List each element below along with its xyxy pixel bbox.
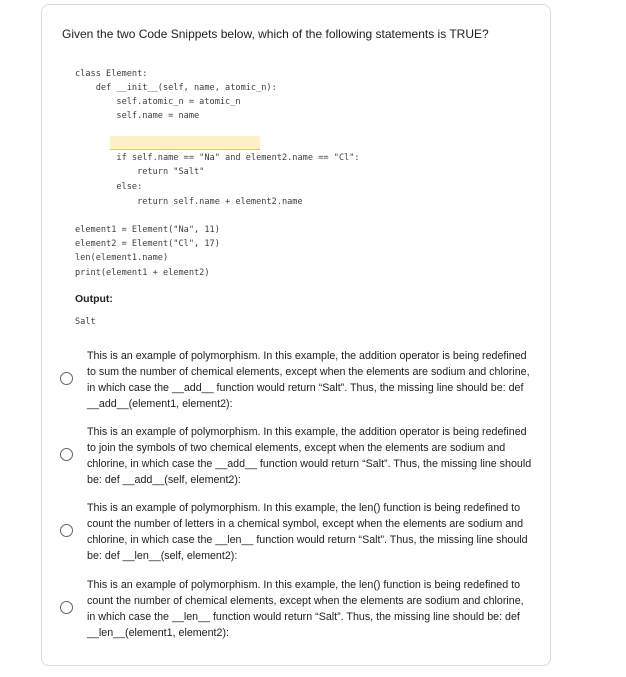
code-line-2: def __init__(self, name, atomic_n): bbox=[75, 83, 277, 93]
output-value: Salt bbox=[75, 317, 96, 327]
code-line-7: if self.name == "Na" and element2.name == "Cl": bbox=[75, 153, 360, 163]
code-line-14: len(element1.name) bbox=[75, 253, 169, 263]
missing-line-blank bbox=[110, 136, 260, 150]
output-label: Output: bbox=[75, 293, 113, 305]
radio-button[interactable] bbox=[60, 601, 73, 614]
code-line-9: else: bbox=[75, 182, 143, 192]
code-line-13: element2 = Element("Cl", 17) bbox=[75, 239, 220, 249]
code-line-4: self.name = name bbox=[75, 111, 200, 121]
radio-button[interactable] bbox=[60, 524, 73, 537]
radio-button[interactable] bbox=[60, 448, 73, 461]
option-text: This is an example of polymorphism. In this example, the addition operator is being redefined to join the symbols of two chemical elements, except when the elements are sodium and chlorine, in which case the __add__ function would return “Salt”. Thus, the missing line should be: def __add__(self, element2): bbox=[87, 426, 532, 486]
radio-button[interactable] bbox=[60, 372, 73, 385]
option-text: This is an example of polymorphism. In this example, the len() function is being redefined to count the number of chemical elements, except when the elements are sodium and chlorine, in which case the __len__ function would return “Salt”. Thus, the missing line should be: def __len__(element1, element2): bbox=[87, 579, 524, 639]
question-card bbox=[41, 4, 551, 666]
option-text: This is an example of polymorphism. In this example, the addition operator is being redefined to sum the number of chemical elements, except when the elements are sodium and chlorine, in which case the __add__ function would return “Salt”. Thus, the missing line should be: def __add__(element1, element2): bbox=[87, 350, 530, 410]
code-line-12: element1 = Element("Na", 11) bbox=[75, 225, 220, 235]
option-text: This is an example of polymorphism. In this example, the len() function is being redefined to count the number of letters in a chemical symbol, except when the elements are sodium and chlorine, in which case the __len__ function would return “Salt”. Thus, the missing line should be: def __len__(self, element2): bbox=[87, 502, 528, 562]
question-text: Given the two Code Snippets below, which of the following statements is TRUE? bbox=[62, 27, 489, 41]
code-line-1: class Element: bbox=[75, 69, 148, 79]
code-line-15: print(element1 + element2) bbox=[75, 268, 210, 278]
code-line-10: return self.name + element2.name bbox=[75, 197, 303, 207]
code-line-3: self.atomic_n = atomic_n bbox=[75, 97, 241, 107]
code-line-8: return "Salt" bbox=[75, 167, 205, 177]
